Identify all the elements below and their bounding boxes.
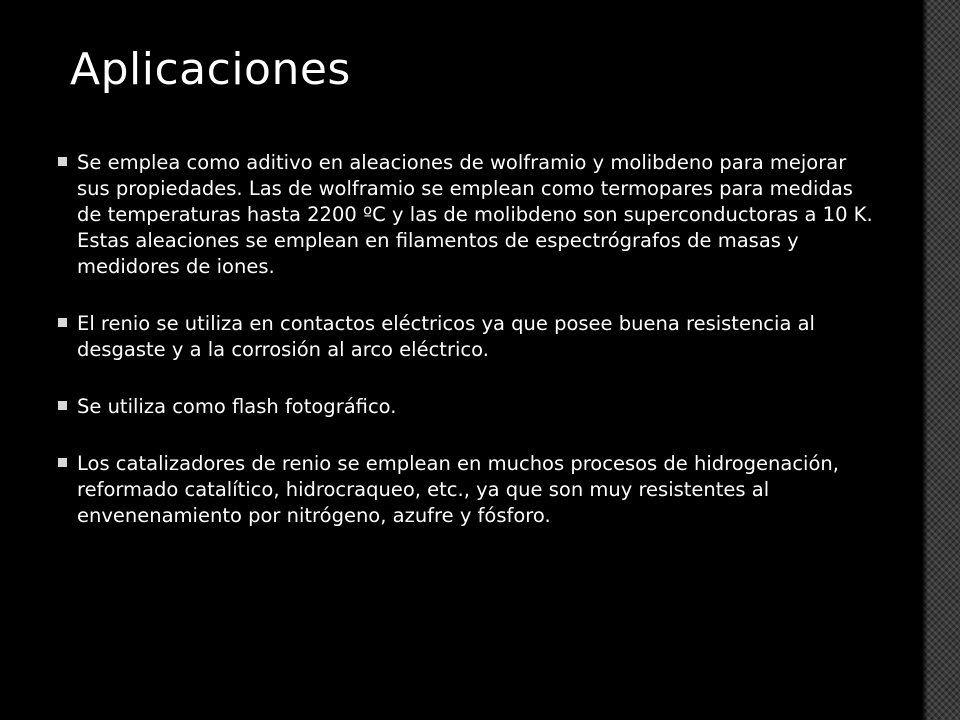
bullet-text: Los catalizadores de renio se emplean en muchos procesos de hidrogenación, reformado catalítico, hidrocraqueo, etc., ya que son muy resistentes al envenenamiento por nitrógeno, azufre y fósforo. xyxy=(77,452,839,527)
bullet-text: Se emplea como aditivo en aleaciones de wolframio y molibdeno para mejorar sus propiedades. Las de wolframio se emplean como termopares para medidas de temperaturas hasta 2200 ºC y las de molibdeno son superconductoras a 10 K. Estas aleaciones se emplean en filamentos de espectrógrafos de masas y medidores de iones. xyxy=(77,151,873,278)
bullet-item xyxy=(58,311,878,363)
square-bullet-icon xyxy=(58,458,67,467)
decorative-edge-strip xyxy=(922,0,960,720)
bullet-item xyxy=(58,394,878,420)
slide-title: Aplicaciones xyxy=(70,44,351,95)
square-bullet-icon xyxy=(58,318,67,327)
bullet-text: El renio se utiliza en contactos eléctricos ya que posee buena resistencia al desgaste y a la corrosión al arco eléctrico. xyxy=(77,312,815,361)
bullet-item xyxy=(58,451,878,529)
bullet-text: Se utiliza como flash fotográfico. xyxy=(77,395,397,418)
bullet-item xyxy=(58,150,878,280)
square-bullet-icon xyxy=(58,401,67,410)
square-bullet-icon xyxy=(58,157,67,166)
bullet-list xyxy=(58,150,878,560)
